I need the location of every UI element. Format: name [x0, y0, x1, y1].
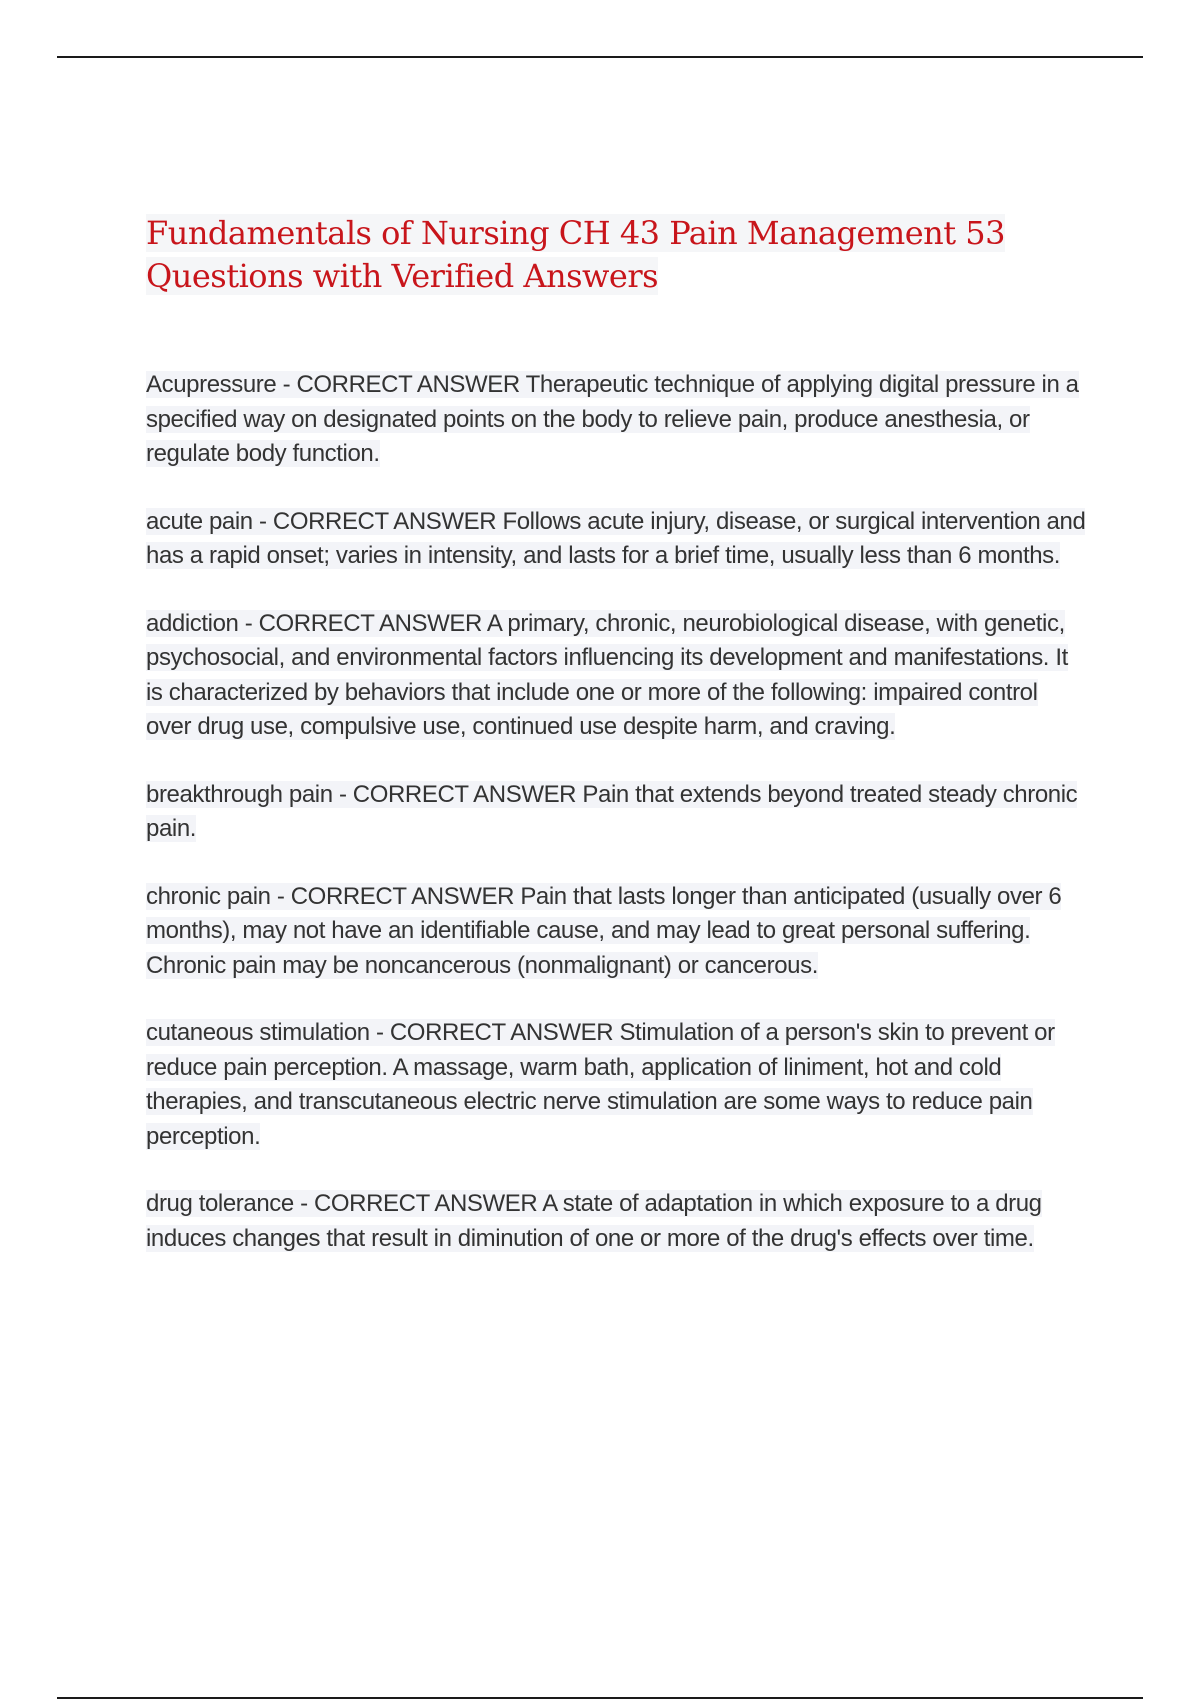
document-body — [146, 212, 1086, 1289]
entry-text: cutaneous stimulation - CORRECT ANSWER Stimulation of a person's skin to prevent or reduce pain perception. A massage, warm bath, application of liniment, hot and cold therapies, and transcutaneous electric nerve stimulation are some ways to reduce pain perception. — [146, 1019, 1055, 1150]
entry-text: Acupressure - CORRECT ANSWER Therapeutic technique of applying digital pressure in a specified way on designated points on the body to relieve pain, produce anesthesia, or regulate body function. — [146, 371, 1079, 467]
entry-cutaneous-stimulation — [146, 1016, 1086, 1154]
entry-text: drug tolerance - CORRECT ANSWER A state of adaptation in which exposure to a drug induces changes that result in diminution of one or more of the drug's effects over time. — [146, 1190, 1042, 1252]
entry-addiction — [146, 607, 1086, 745]
entry-text: chronic pain - CORRECT ANSWER Pain that lasts longer than anticipated (usually over 6 months), may not have an identifiable cause, and may lead to great personal suffering. Chronic pain may be noncancerous (nonmalignant) or cancerous. — [146, 882, 1062, 979]
document-title — [146, 212, 1086, 298]
entry-chronic-pain — [146, 880, 1086, 984]
entry-text: breakthrough pain - CORRECT ANSWER Pain that extends beyond treated steady chronic pain. — [146, 780, 1078, 842]
entry-breakthrough-pain — [146, 778, 1086, 847]
entry-acute-pain — [146, 505, 1086, 574]
bottom-rule — [57, 1697, 1143, 1699]
flashcard-list — [146, 368, 1086, 1256]
document-title-text: Fundamentals of Nursing CH 43 Pain Management 53 Questions with Verified Answers — [146, 214, 1005, 295]
entry-acupressure — [146, 368, 1086, 472]
entry-drug-tolerance — [146, 1187, 1086, 1256]
entry-text: acute pain - CORRECT ANSWER Follows acute injury, disease, or surgical intervention and has a rapid onset; varies in intensity, and lasts for a brief time, usually less than 6 months. — [146, 507, 1086, 569]
entry-text: addiction - CORRECT ANSWER A primary, chronic, neurobiological disease, with genetic, psychosocial, and environmental factors influencing its development and manifestations. It is characterized by behaviors that include one or more of the following: impaired control over drug use, compulsive use, continued use despite harm, and craving. — [146, 609, 1068, 740]
top-rule — [57, 56, 1143, 58]
